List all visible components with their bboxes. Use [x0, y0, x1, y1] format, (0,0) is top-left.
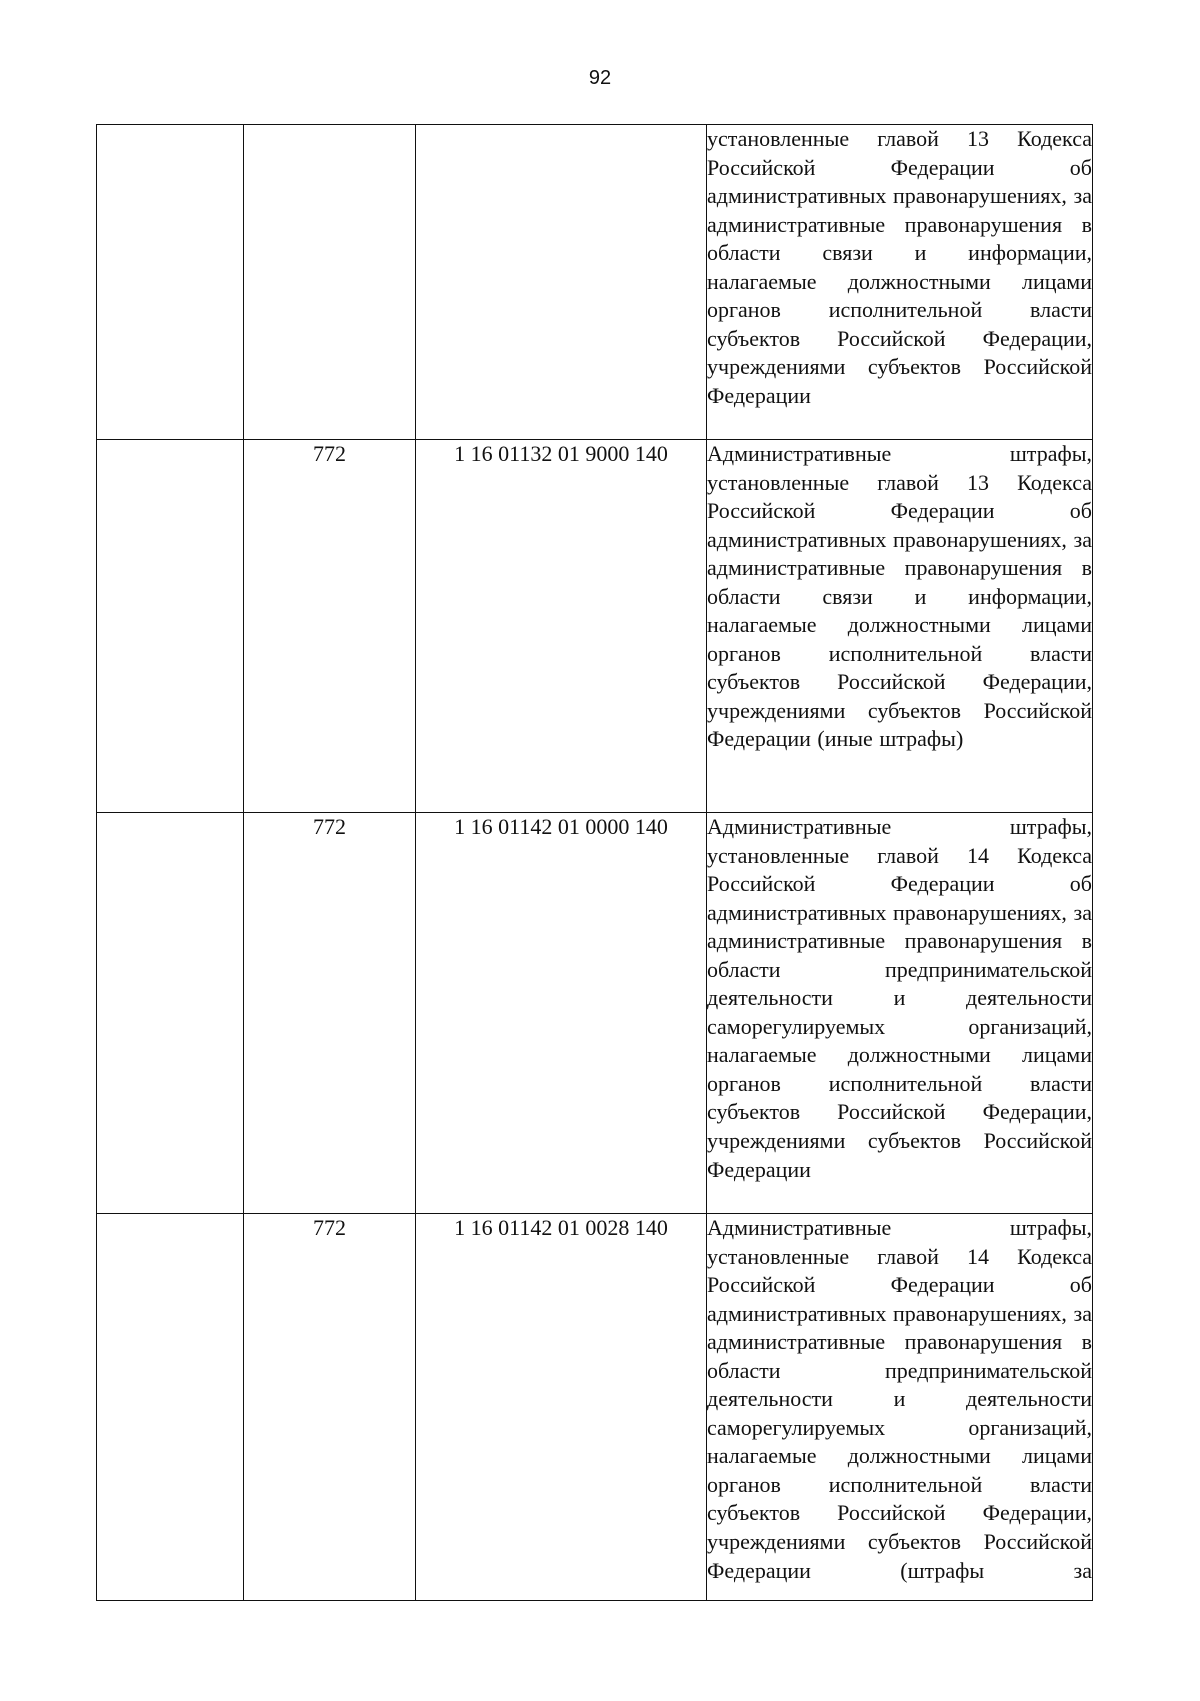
agency-code-cell: 772: [244, 440, 416, 813]
revenue-code-cell: 1 16 01142 01 0028 140: [416, 1214, 707, 1601]
empty-cell: [97, 125, 244, 440]
description-cell: Административные штрафы, установленные главой 13 Кодекса Российской Федерации об административных правонарушениях, за административные правонарушения в области связи и информации, налагаемые должностными лицами органов исполнительной власти субъектов Российской Федерации, учреждениями субъектов Российской Федерации (иные штрафы): [707, 440, 1093, 813]
empty-cell: [97, 440, 244, 813]
agency-code-cell: 772: [244, 1214, 416, 1601]
description-cell: установленные главой 13 Кодекса Российской Федерации об административных правонарушениях, за административные правонарушения в области связи и информации, налагаемые должностными лицами органов исполнительной власти субъектов Российской Федерации, учреждениями субъектов Российской Федерации: [707, 125, 1093, 440]
description-cell: Административные штрафы, установленные главой 14 Кодекса Российской Федерации об административных правонарушениях, за административные правонарушения в области предпринимательской деятельности и деятельности саморегулируемых организаций, налагаемые должностными лицами органов исполнительной власти субъектов Российской Федерации, учреждениями субъектов Российской Федерации (штрафы за: [707, 1214, 1093, 1601]
agency-code-cell: 772: [244, 813, 416, 1214]
revenue-code-cell: 1 16 01132 01 9000 140: [416, 440, 707, 813]
empty-cell: [97, 813, 244, 1214]
agency-code-cell: [244, 125, 416, 440]
page-number: 92: [588, 67, 612, 89]
description-cell: Административные штрафы, установленные главой 14 Кодекса Российской Федерации об административных правонарушениях, за административные правонарушения в области предпринимательской деятельности и деятельности саморегулируемых организаций, налагаемые должностными лицами органов исполнительной власти субъектов Российской Федерации, учреждениями субъектов Российской Федерации: [707, 813, 1093, 1214]
revenue-code-cell: [416, 125, 707, 440]
table-row: [97, 1214, 1093, 1601]
table-row: [97, 440, 1093, 813]
table-row: [97, 125, 1093, 440]
empty-cell: [97, 1214, 244, 1601]
table-row: [97, 813, 1093, 1214]
revenue-codes-table: [96, 124, 1093, 1601]
revenue-code-cell: 1 16 01142 01 0000 140: [416, 813, 707, 1214]
